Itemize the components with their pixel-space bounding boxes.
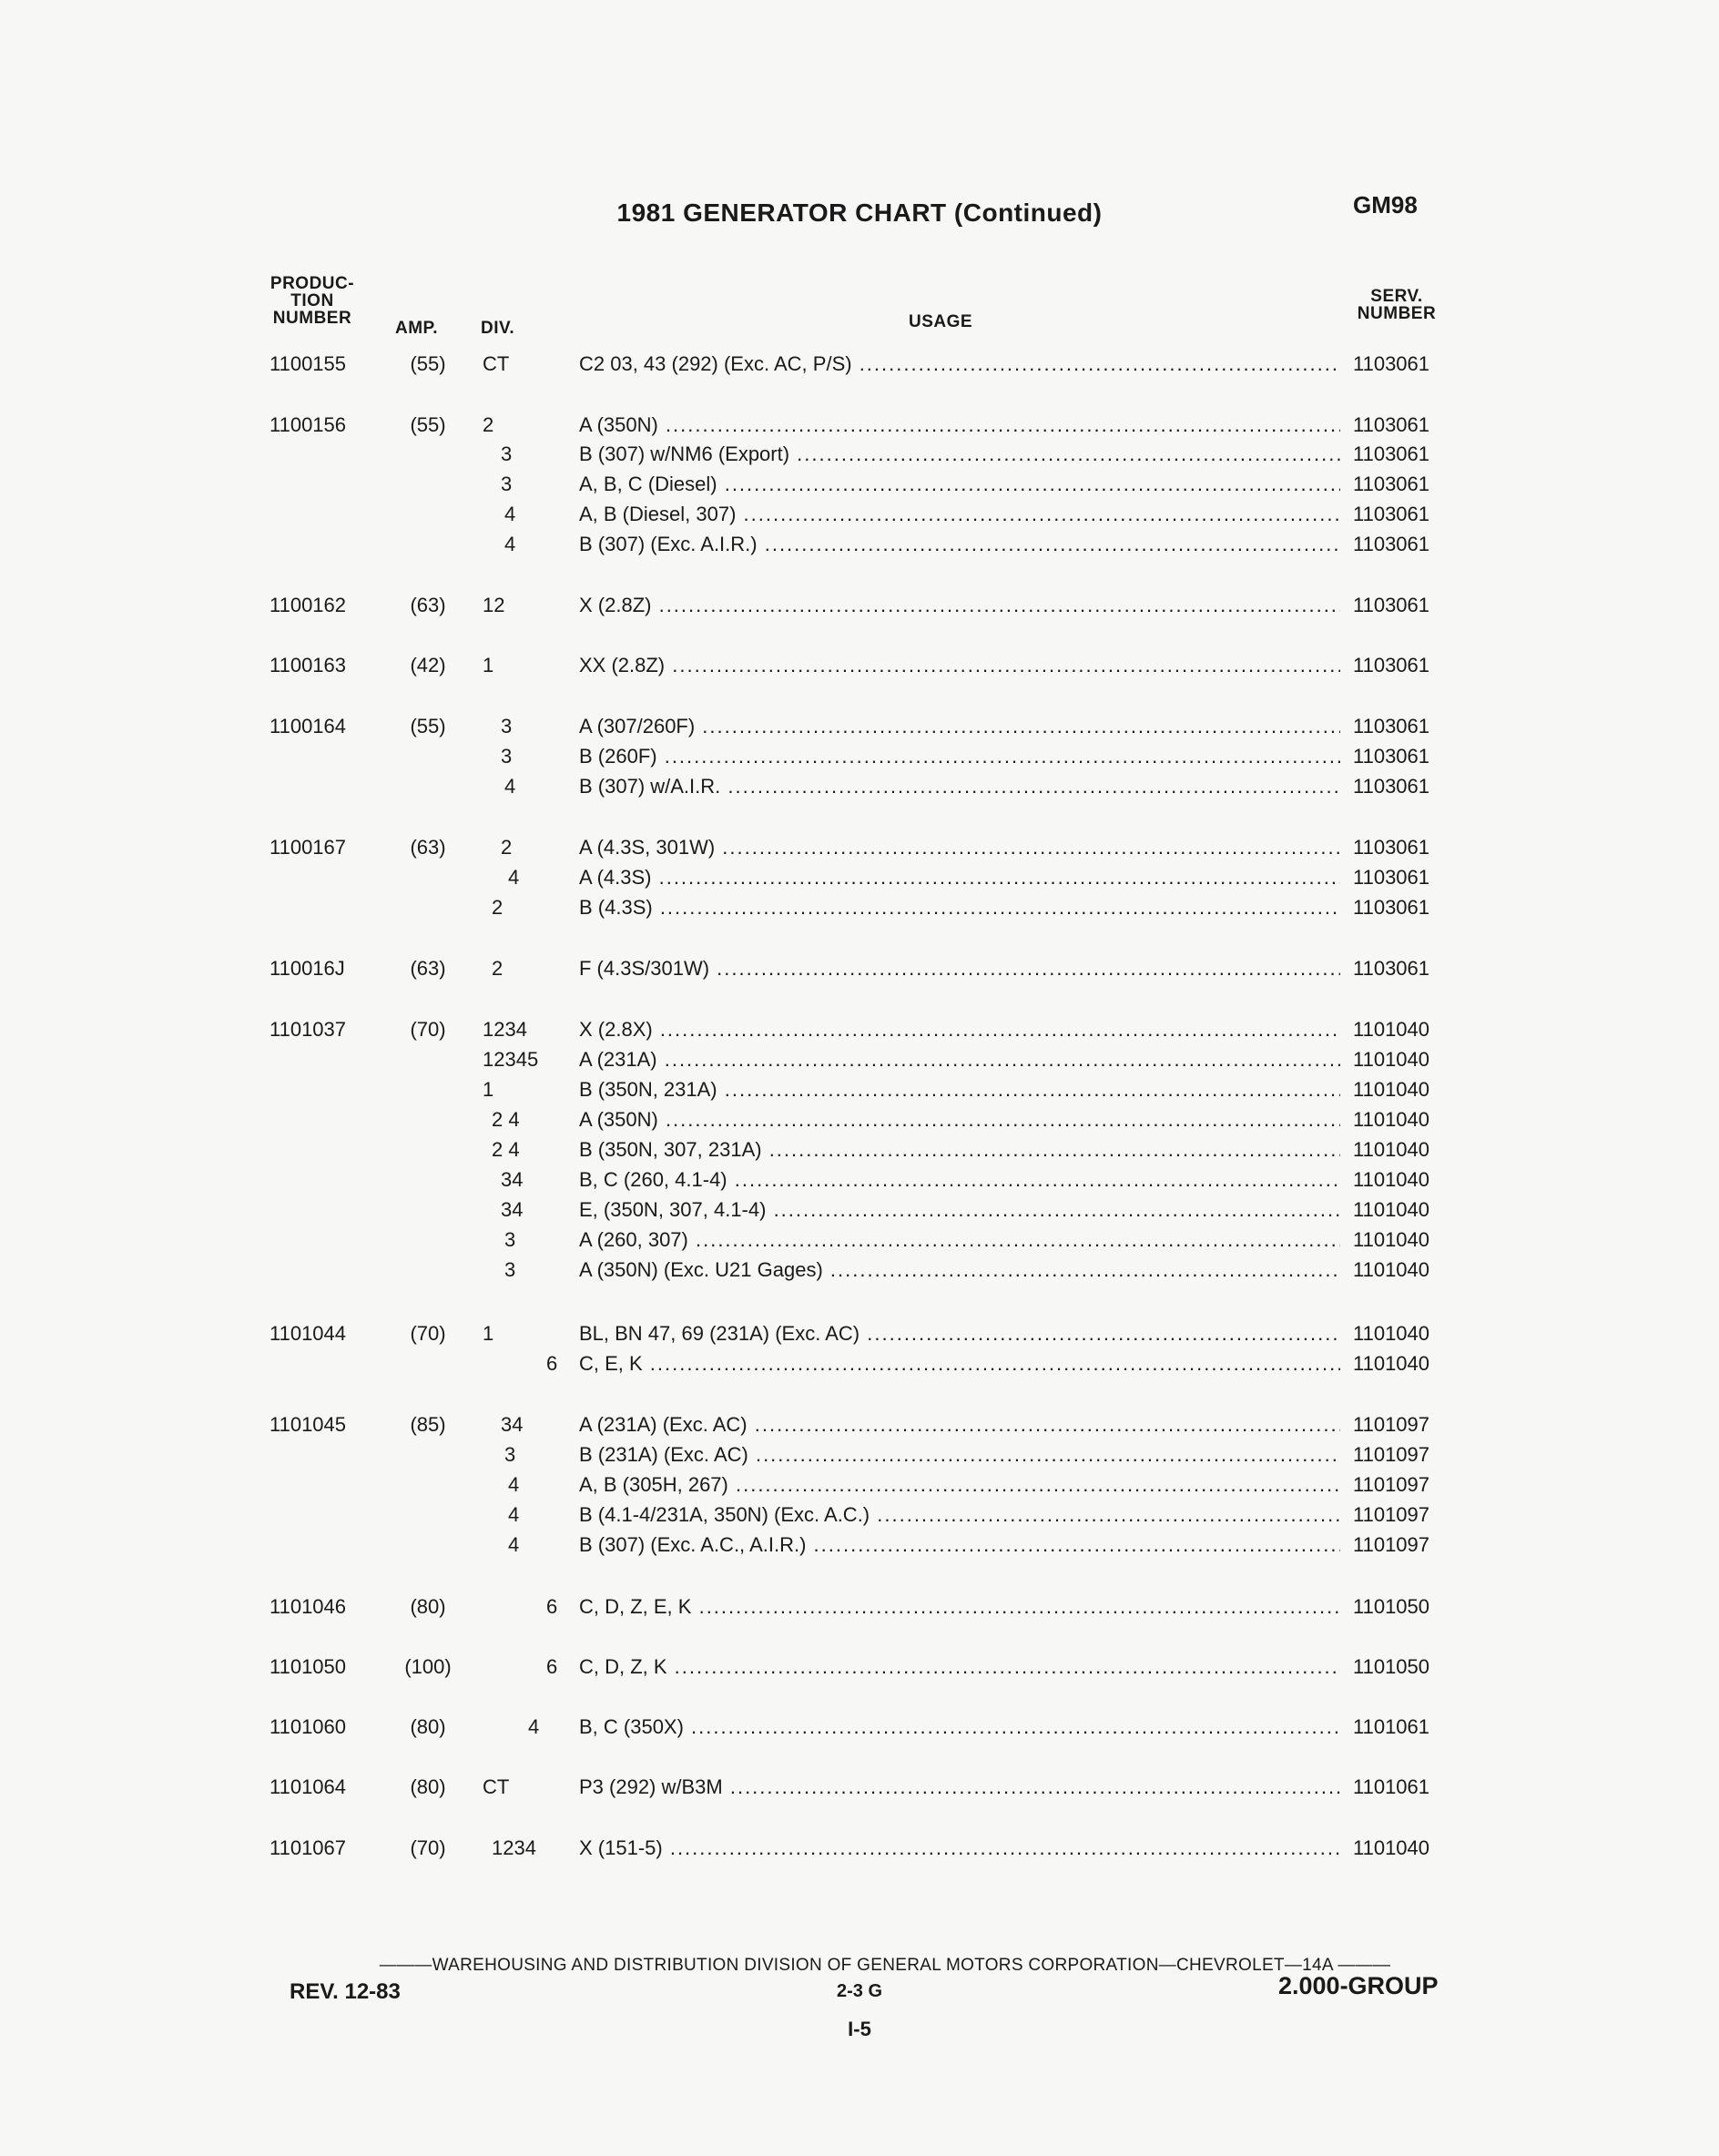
division-cell: 4 [508,866,520,889]
amperage-cell: (63) [410,594,446,616]
amperage-cell: (80) [410,1775,446,1798]
amperage-cell: (63) [410,957,446,980]
service-number-cell: 1101050 [1353,1595,1430,1618]
table-row [0,1106,1719,1134]
service-number-cell: 1101040 [1353,1048,1430,1071]
division-cell: 3 [504,1443,516,1466]
service-number-cell: 1103061 [1353,352,1430,375]
usage-cell: C2 03, 43 (292) (Exc. AC, P/S) ..... [579,351,1340,378]
division-cell: 4 [504,503,516,525]
service-number-cell: 1103061 [1353,442,1430,465]
table-row [0,1411,1719,1439]
production-number-cell: 1101037 [270,1018,347,1041]
usage-cell: B (307) (Exc. A.I.R.) ..... [579,531,1340,558]
service-number-cell: 1101040 [1353,1168,1430,1191]
production-number-cell: 1100167 [270,836,347,859]
service-number-cell: 1103061 [1353,836,1430,859]
division-cell: 1234 [492,1836,536,1859]
usage-cell: C, E, K ..... [579,1350,1340,1378]
usage-cell: B (260F) ..... [579,743,1340,770]
division-cell: 3 [501,715,513,737]
amperage-cell: (70) [410,1836,446,1859]
table-row [0,1226,1719,1254]
amperage-cell: (70) [410,1322,446,1345]
usage-cell: BL, BN 47, 69 (231A) (Exc. AC) ..... [579,1320,1340,1348]
table-row [0,1653,1719,1681]
table-row [0,1256,1719,1284]
service-number-cell: 1101097 [1353,1413,1430,1436]
service-number-cell: 1101040 [1353,1322,1430,1345]
service-number-cell: 1101097 [1353,1503,1430,1526]
usage-cell: A (260, 307) ..... [579,1226,1340,1254]
table-row [0,531,1719,558]
division-cell: 1234 [483,1018,527,1041]
division-cell: 2 [492,957,503,980]
production-number-cell: 1101067 [270,1836,347,1859]
document-code: GM98 [1353,191,1418,219]
table-row [0,441,1719,468]
service-number-cell: 1103061 [1353,896,1430,919]
service-number-cell: 1101040 [1353,1138,1430,1161]
header-service-line: SERV. [1370,287,1423,306]
usage-cell: A (4.3S, 301W) ..... [579,834,1340,861]
usage-cell: A (231A) ..... [579,1046,1340,1073]
table-row [0,894,1719,921]
footer-division-line: ———WAREHOUSING AND DISTRIBUTION DIVISION OF GENERAL MOTORS CORPORATION—CHEVROLET—14A ——— [379,1956,1391,1975]
division-cell: 1 [483,1322,494,1345]
amperage-cell: (100) [404,1655,452,1678]
table-row [0,412,1719,439]
production-number-cell: 1100162 [270,594,347,616]
amperage-cell: (80) [410,1715,446,1738]
division-cell: 2 [501,836,513,859]
division-cell: 2 [483,413,494,436]
usage-cell: XX (2.8Z) ..... [579,652,1340,679]
header-div: DIV. [481,319,515,338]
usage-cell: A (231A) (Exc. AC) ..... [579,1411,1340,1439]
division-cell: 4 [508,1533,520,1556]
amperage-cell: (42) [410,654,446,676]
service-number-cell: 1103061 [1353,413,1430,436]
table-row [0,834,1719,861]
production-number-cell: 1100163 [270,654,347,676]
header-production-line: TION [290,291,334,310]
amperage-cell: (55) [410,413,446,436]
service-number-cell: 1101061 [1353,1775,1430,1798]
division-cell: 3 [501,442,513,465]
division-cell: 6 [546,1655,558,1678]
service-number-cell: 1101061 [1353,1715,1430,1738]
usage-cell: A (4.3S) ..... [579,864,1340,891]
division-cell: 4 [508,1473,520,1496]
production-number-cell: 1101044 [270,1322,347,1345]
usage-cell: E, (350N, 307, 4.1-4) ..... [579,1196,1340,1224]
page-number: I-5 [848,2018,871,2040]
division-cell: 3 [504,1258,516,1281]
usage-cell: X (2.8X) ..... [579,1016,1340,1043]
production-number-cell: 1101060 [270,1715,347,1738]
table-row [0,1531,1719,1559]
table-row [0,773,1719,800]
table-row [0,1320,1719,1348]
division-cell: 3 [501,473,513,495]
table-row [0,471,1719,498]
division-cell: CT [483,352,510,375]
service-number-cell: 1103061 [1353,654,1430,676]
amperage-cell: (85) [410,1413,446,1436]
service-number-cell: 1101040 [1353,1018,1430,1041]
usage-cell: P3 (292) w/B3M ..... [579,1774,1340,1801]
division-cell: 12345 [483,1048,539,1071]
usage-cell: X (2.8Z) ..... [579,592,1340,619]
header-production-line: NUMBER [272,309,352,328]
table-row [0,864,1719,891]
table-row [0,1501,1719,1529]
service-number-cell: 1101050 [1353,1655,1430,1678]
division-cell: 1 [483,654,494,676]
table-row [0,1136,1719,1164]
production-number-cell: 1100155 [270,352,347,375]
table-row [0,501,1719,528]
division-cell: 2 4 [492,1138,520,1161]
usage-cell: B, C (350X) ..... [579,1714,1340,1741]
service-number-cell: 1103061 [1353,866,1430,889]
service-number-cell: 1103061 [1353,957,1430,980]
service-number-cell: 1101040 [1353,1198,1430,1221]
usage-cell: B (307) w/A.I.R. ..... [579,773,1340,800]
usage-cell: C, D, Z, E, K ..... [579,1593,1340,1621]
header-usage: USAGE [909,312,973,331]
page-title: 1981 GENERATOR CHART (Continued) [616,198,1103,227]
table-row [0,1196,1719,1224]
table-row [0,1471,1719,1499]
service-number-cell: 1103061 [1353,473,1430,495]
usage-cell: X (151-5) ..... [579,1835,1340,1862]
usage-cell: A, B (305H, 267) ..... [579,1471,1340,1499]
amperage-cell: (80) [410,1595,446,1618]
service-number-cell: 1101040 [1353,1078,1430,1101]
service-number-cell: 1103061 [1353,715,1430,737]
amperage-cell: (55) [410,715,446,737]
table-row [0,592,1719,619]
production-number-cell: 1101045 [270,1413,347,1436]
division-cell: 4 [504,775,516,798]
service-number-cell: 1103061 [1353,533,1430,555]
table-row [0,1166,1719,1194]
division-cell: 6 [546,1352,558,1375]
service-number-cell: 1101040 [1353,1258,1430,1281]
table-row [0,652,1719,679]
usage-cell: A, B, C (Diesel) ..... [579,471,1340,498]
division-cell: 3 [501,745,513,768]
table-row [0,1835,1719,1862]
table-row [0,713,1719,740]
amperage-cell: (55) [410,352,446,375]
division-cell: 12 [483,594,505,616]
division-cell: 2 4 [492,1108,520,1131]
footer-group: 2.000-GROUP [1278,1972,1439,1999]
usage-cell: A (350N) ..... [579,412,1340,439]
service-number-cell: 1103061 [1353,503,1430,525]
usage-cell: B (4.3S) ..... [579,894,1340,921]
usage-cell: A (350N) ..... [579,1106,1340,1134]
header-production-number [262,275,362,327]
table-row [0,743,1719,770]
table-row [0,1046,1719,1073]
service-number-cell: 1101040 [1353,1352,1430,1375]
table-row [0,351,1719,378]
division-cell: 4 [508,1503,520,1526]
production-number-cell: 1101064 [270,1775,347,1798]
usage-cell: F (4.3S/301W) ..... [579,955,1340,982]
service-number-cell: 1101097 [1353,1533,1430,1556]
table-row [0,1774,1719,1801]
division-cell: 6 [546,1595,558,1618]
service-number-cell: 1101040 [1353,1836,1430,1859]
footer-section-code: 2-3 G [836,1981,883,2001]
division-cell: 4 [528,1715,540,1738]
table-row [0,1076,1719,1103]
division-cell: CT [483,1775,510,1798]
division-cell: 34 [501,1168,524,1191]
service-number-cell: 1101040 [1353,1228,1430,1251]
footer-division-text: WAREHOUSING AND DISTRIBUTION DIVISION OF GENERAL MOTORS CORPORATION—CHEVROLET—14A [432,1956,1333,1975]
production-number-cell: 1101050 [270,1655,347,1678]
header-production-line: PRODUC- [270,274,355,293]
amperage-cell: (63) [410,836,446,859]
header-amp: AMP. [395,319,439,338]
header-service-number [1342,288,1451,322]
usage-cell: B (231A) (Exc. AC) ..... [579,1441,1340,1469]
division-cell: 1 [483,1078,494,1101]
production-number-cell: 1101046 [270,1595,347,1618]
usage-cell: B (307) w/NM6 (Export) ..... [579,441,1340,468]
usage-cell: C, D, Z, K ..... [579,1653,1340,1681]
service-number-cell: 1101097 [1353,1473,1430,1496]
service-number-cell: 1103061 [1353,745,1430,768]
table-row [0,955,1719,982]
service-number-cell: 1103061 [1353,775,1430,798]
division-cell: 34 [501,1413,524,1436]
usage-cell: A, B (Diesel, 307) ..... [579,501,1340,528]
table-row [0,1714,1719,1741]
table-row [0,1350,1719,1378]
footer-revision: REV. 12-83 [290,1979,401,2004]
division-cell: 4 [504,533,516,555]
usage-cell: A (350N) (Exc. U21 Gages) ..... [579,1256,1340,1284]
amperage-cell: (70) [410,1018,446,1041]
usage-cell: B (350N, 231A) ..... [579,1076,1340,1103]
table-row [0,1593,1719,1621]
service-number-cell: 1103061 [1353,594,1430,616]
usage-cell: B, C (260, 4.1-4) ..... [579,1166,1340,1194]
usage-cell: B (307) (Exc. A.C., A.I.R.) ..... [579,1531,1340,1559]
usage-cell: B (4.1-4/231A, 350N) (Exc. A.C.) ..... [579,1501,1340,1529]
service-number-cell: 1101097 [1353,1443,1430,1466]
table-row [0,1016,1719,1043]
division-cell: 3 [504,1228,516,1251]
usage-cell: A (307/260F) ..... [579,713,1340,740]
header-service-line: NUMBER [1357,304,1437,323]
division-cell: 2 [492,896,503,919]
division-cell: 34 [501,1198,524,1221]
table-row [0,1441,1719,1469]
production-number-cell: 1100164 [270,715,347,737]
usage-cell: B (350N, 307, 231A) ..... [579,1136,1340,1164]
service-number-cell: 1101040 [1353,1108,1430,1131]
production-number-cell: 1100156 [270,413,347,436]
production-number-cell: 110016J [270,957,345,980]
